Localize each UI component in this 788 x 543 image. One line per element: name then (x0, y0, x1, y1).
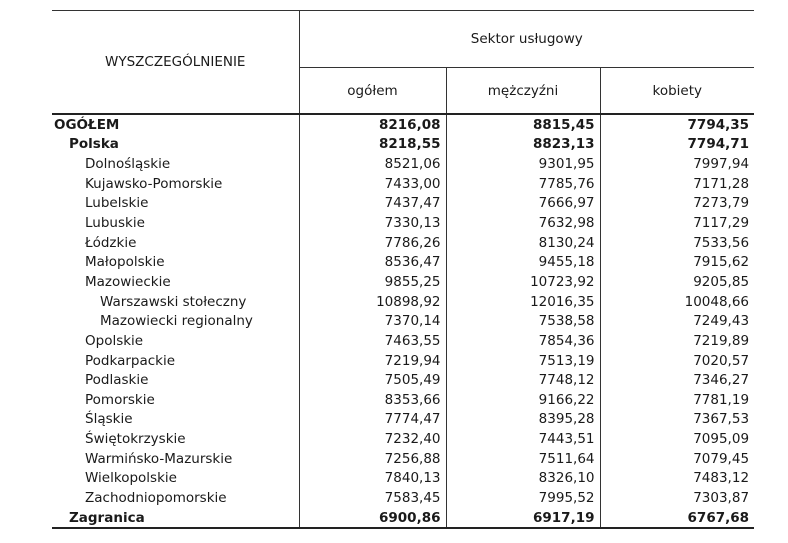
value-total: 8353,66 (299, 390, 446, 410)
value-men: 7513,19 (446, 351, 600, 371)
value-total: 7505,49 (299, 370, 446, 390)
table-row (52, 233, 754, 253)
value-men: 8815,45 (446, 114, 600, 135)
value-total: 7583,45 (299, 488, 446, 508)
value-women: 7171,28 (600, 174, 754, 194)
column-header-total: ogółem (299, 68, 446, 115)
table-row (52, 488, 754, 508)
value-women: 7303,87 (600, 488, 754, 508)
row-label: Dolnośląskie (85, 156, 171, 173)
value-men: 9455,18 (446, 252, 600, 272)
value-women: 7117,29 (600, 213, 754, 233)
value-men: 8326,10 (446, 469, 600, 489)
table-row (52, 508, 754, 529)
value-men: 6917,19 (446, 508, 600, 529)
value-women: 7794,71 (600, 135, 754, 155)
table-row (52, 272, 754, 292)
table-row (52, 410, 754, 430)
value-total: 7330,13 (299, 213, 446, 233)
value-women: 7367,53 (600, 410, 754, 430)
row-label: Mazowiecki regionalny (100, 313, 253, 330)
row-label: Świętokrzyskie (85, 431, 186, 448)
table-row (52, 390, 754, 410)
value-total: 8536,47 (299, 252, 446, 272)
table-row (52, 135, 754, 155)
value-total: 10898,92 (299, 292, 446, 312)
table-row (52, 174, 754, 194)
table-row (52, 213, 754, 233)
value-men: 7443,51 (446, 429, 600, 449)
value-women: 7781,19 (600, 390, 754, 410)
value-men: 7854,36 (446, 331, 600, 351)
table-row (52, 154, 754, 174)
row-label: Zachodniopomorskie (85, 489, 227, 506)
value-total: 7370,14 (299, 311, 446, 331)
column-header-women: kobiety (600, 68, 754, 115)
row-label: OGÓŁEM (54, 116, 120, 133)
row-label: Małopolskie (85, 254, 165, 271)
value-men: 12016,35 (446, 292, 600, 312)
row-label: Pomorskie (85, 391, 155, 408)
value-total: 8216,08 (299, 114, 446, 135)
wage-table (52, 10, 754, 529)
value-total: 7786,26 (299, 233, 446, 253)
value-men: 8395,28 (446, 410, 600, 430)
value-total: 7256,88 (299, 449, 446, 469)
value-women: 7483,12 (600, 469, 754, 489)
value-men: 8823,13 (446, 135, 600, 155)
table-row (52, 311, 754, 331)
row-label: Opolskie (85, 332, 144, 349)
value-men: 9301,95 (446, 154, 600, 174)
table-row (52, 351, 754, 371)
value-total: 7219,94 (299, 351, 446, 371)
value-women: 7079,45 (600, 449, 754, 469)
value-men: 7538,58 (446, 311, 600, 331)
value-total: 8521,06 (299, 154, 446, 174)
value-women: 7219,89 (600, 331, 754, 351)
value-men: 7632,98 (446, 213, 600, 233)
table-header (52, 11, 754, 115)
value-women: 7915,62 (600, 252, 754, 272)
table-row (52, 252, 754, 272)
table-row (52, 449, 754, 469)
value-men: 9166,22 (446, 390, 600, 410)
value-men: 7511,64 (446, 449, 600, 469)
value-men: 7995,52 (446, 488, 600, 508)
row-label: Warmińsko-Mazurskie (85, 450, 233, 467)
row-label: Wielkopolskie (85, 470, 177, 487)
row-label: Lubelskie (85, 195, 149, 212)
value-women: 7346,27 (600, 370, 754, 390)
value-men: 7785,76 (446, 174, 600, 194)
row-label: Łódzkie (85, 234, 137, 251)
value-women: 7095,09 (600, 429, 754, 449)
row-label: Lubuskie (85, 215, 145, 232)
description-header: WYSZCZEGÓLNIENIE (52, 11, 299, 115)
value-women: 7020,57 (600, 351, 754, 371)
value-women: 7273,79 (600, 194, 754, 214)
value-women: 10048,66 (600, 292, 754, 312)
row-label: Warszawski stołeczny (100, 293, 247, 310)
value-men: 8130,24 (446, 233, 600, 253)
value-women: 6767,68 (600, 508, 754, 529)
value-men: 10723,92 (446, 272, 600, 292)
value-women: 9205,85 (600, 272, 754, 292)
sector-group-header: Sektor usługowy (299, 11, 754, 68)
row-label: Podlaskie (85, 372, 149, 389)
table-row (52, 469, 754, 489)
table-row (52, 114, 754, 135)
value-women: 7533,56 (600, 233, 754, 253)
row-label: Podkarpackie (85, 352, 176, 369)
value-men: 7666,97 (446, 194, 600, 214)
table-row (52, 292, 754, 312)
value-total: 7463,55 (299, 331, 446, 351)
value-total: 8218,55 (299, 135, 446, 155)
value-total: 7433,00 (299, 174, 446, 194)
value-total: 7437,47 (299, 194, 446, 214)
row-label: Kujawsko-Pomorskie (85, 175, 223, 192)
row-label: Zagranica (52, 508, 299, 529)
value-total: 9855,25 (299, 272, 446, 292)
table-body (52, 114, 754, 528)
value-women: 7249,43 (600, 311, 754, 331)
table-row (52, 331, 754, 351)
value-women: 7997,94 (600, 154, 754, 174)
value-total: 7232,40 (299, 429, 446, 449)
row-label: Śląskie (85, 411, 133, 428)
column-header-men: mężczyźni (446, 68, 600, 115)
value-total: 7774,47 (299, 410, 446, 430)
value-total: 7840,13 (299, 469, 446, 489)
table-row (52, 194, 754, 214)
value-total: 6900,86 (299, 508, 446, 529)
row-label: Polska (69, 136, 119, 153)
table-row (52, 370, 754, 390)
value-women: 7794,35 (600, 114, 754, 135)
value-men: 7748,12 (446, 370, 600, 390)
row-label: Mazowieckie (85, 273, 171, 290)
table-row (52, 429, 754, 449)
